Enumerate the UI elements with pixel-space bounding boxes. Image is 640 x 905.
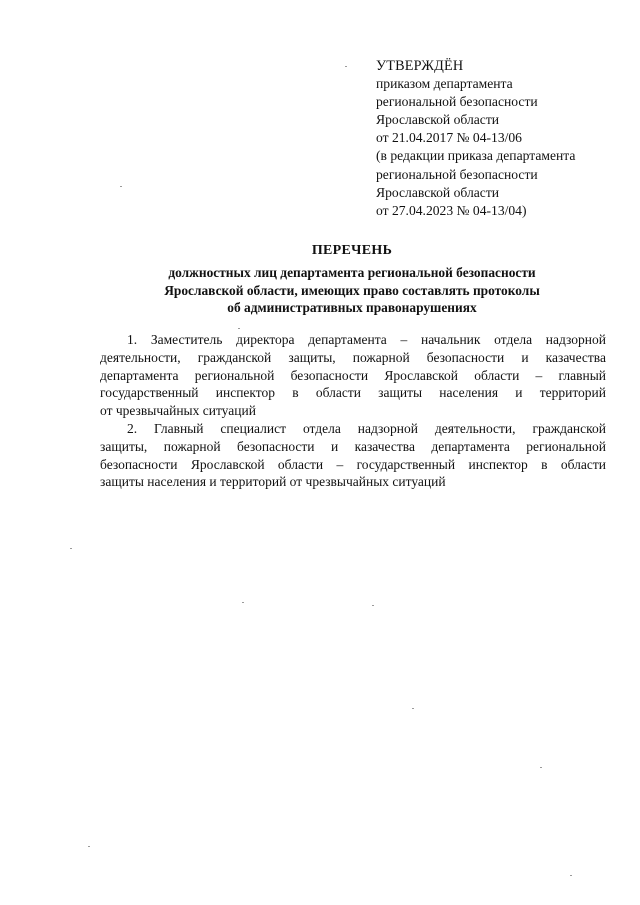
list-item-line: 1. Заместитель директора департамента – начальник отдела надзорной — [127, 332, 606, 347]
list-item-line: деятельности, гражданской защиты, пожарной безопасности и казачества — [100, 349, 606, 365]
list-item-line: защиты, пожарной безопасности и казачества департамента региональной — [100, 438, 606, 454]
approval-line: региональной безопасности — [376, 94, 538, 110]
approval-line: приказом департамента — [376, 76, 513, 92]
approval-line: Ярославской области — [376, 112, 500, 128]
list-item-line: департамента региональной безопасности Ярославской области – главный — [100, 367, 606, 383]
subtitle-line: должностных лиц департамента региональной безопасности — [168, 265, 536, 280]
approval-line: Ярославской области — [376, 184, 500, 200]
scan-speck — [238, 328, 240, 329]
list-item-line: 2. Главный специалист отдела надзорной деятельности, гражданской — [127, 420, 606, 436]
list-item-line: от чрезвычайных ситуаций — [100, 403, 256, 419]
list-item-2 — [100, 420, 606, 491]
document-subtitle — [60, 264, 640, 317]
subtitle-line: Ярославской области, имеющих право составлять протоколы — [164, 282, 540, 298]
list-item-1 — [100, 331, 606, 420]
approval-stamp — [376, 57, 626, 220]
scan-speck — [120, 186, 122, 187]
list-item-line: государственный инспектор в области защиты населения и территорий — [100, 385, 606, 401]
scan-speck — [242, 602, 244, 603]
approval-line: от 27.04.2023 № 04-13/04) — [376, 202, 527, 218]
list-item-line: безопасности Ярославской области – государственный инспектор в области — [100, 456, 606, 472]
scan-speck — [570, 875, 572, 876]
scan-speck — [412, 708, 414, 709]
document-body — [100, 331, 606, 491]
approval-line: региональной безопасности — [376, 166, 538, 182]
list-item-line: защиты населения и территорий от чрезвычайных ситуаций — [100, 474, 446, 490]
document-title: ПЕРЕЧЕНЬ — [311, 243, 393, 258]
approval-line: от 21.04.2017 № 04-13/06 — [376, 130, 522, 146]
scan-speck — [540, 767, 542, 768]
scan-speck — [88, 846, 90, 847]
scan-speck — [345, 66, 347, 67]
scan-speck — [372, 605, 374, 606]
scan-speck — [70, 548, 72, 549]
subtitle-line: об административных правонарушениях — [227, 300, 477, 316]
approval-title: УТВЕРЖДЁН — [376, 58, 464, 74]
approval-line: (в редакции приказа департамента — [376, 148, 576, 164]
